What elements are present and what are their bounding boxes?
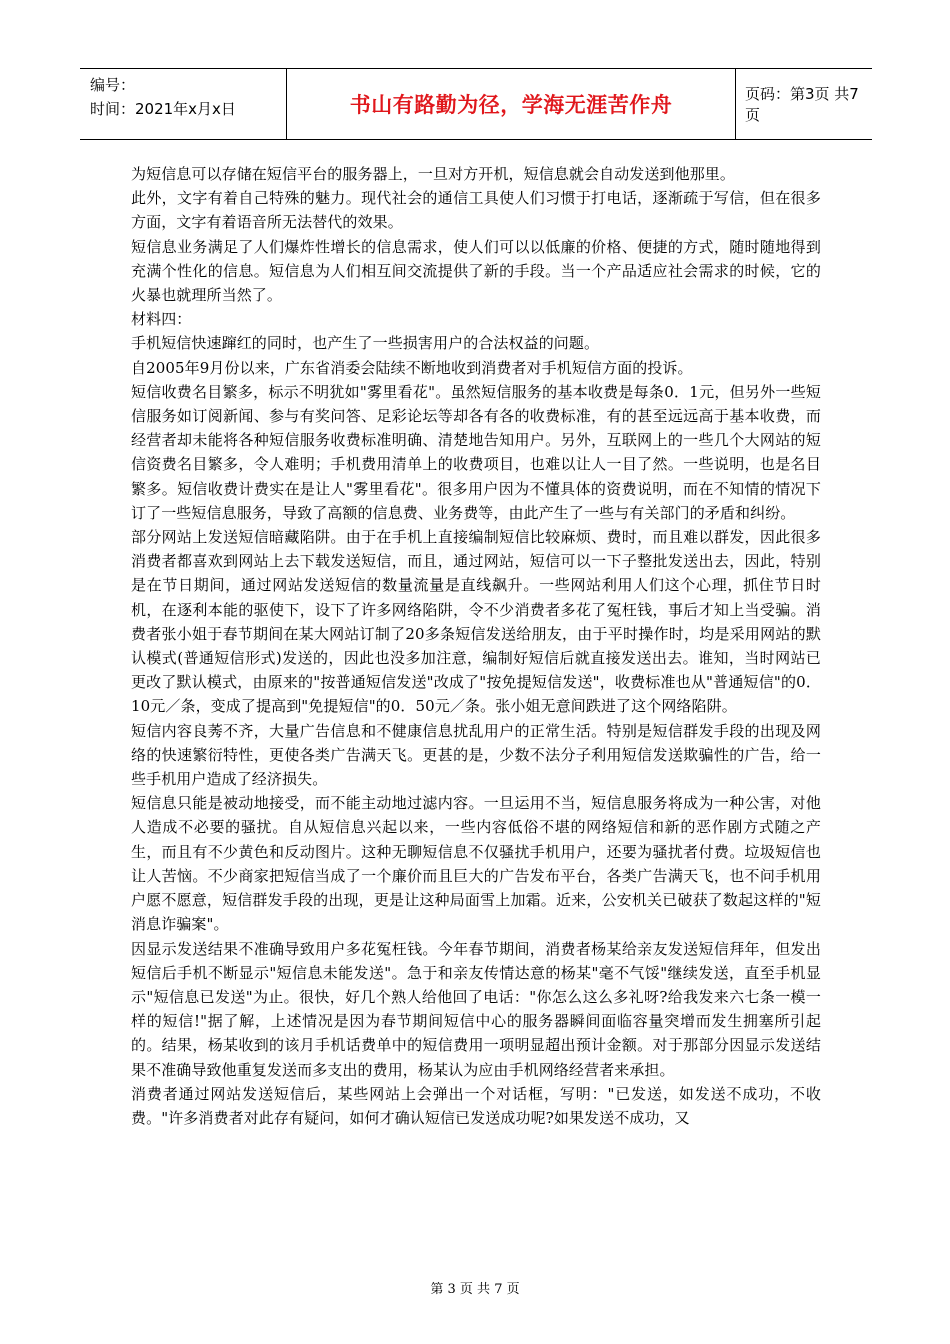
document-body <box>131 162 821 1130</box>
page-info-label: 页码：第3页 共7页 <box>745 85 859 124</box>
paragraph: 手机短信快速蹿红的同时，也产生了一些损害用户的合法权益的问题。 <box>131 334 600 353</box>
paragraph: 短信收费名目繁多，标示不明犹如"雾里看花"。虽然短信服务的基本收费是每条0．1元，但另外一些短信服务如订阅新闻、参与有奖问答、足彩论坛等却各有各的收费标准，有的甚至远远高于基本收费，而经营者却未能将各种短信服务收费标准明确、清楚地告知用户。另外，互联网上的一些几个大网站的短信资费名目繁多，令人难明；手机费用清单上的收费项目，也难以让人一目了然。一些说明，也是名目繁多。短信收费计费实在是让人"雾里看花"。很多用户因为不懂具体的资费说明，而在不知情的情况下订了一些短信息服务，导致了高额的信息费、业务费等，由此产生了一些与有关部门的矛盾和纠纷。 <box>131 382 821 522</box>
paragraph: 短信内容良莠不齐，大量广告信息和不健康信息扰乱用户的正常生活。特别是短信群发手段的出现及网络的快速繁衍特性，更使各类广告满天飞。更甚的是，少数不法分子利用短信发送欺骗性的广告，给一些手机用户造成了经济损失。 <box>131 721 821 789</box>
section-heading: 材料四： <box>131 310 192 329</box>
page-header <box>80 68 872 140</box>
paragraph: 此外，文字有着自己特殊的魅力。现代社会的通信工具使人们习惯于打电话，逐渐疏于写信，但在很多方面，文字有着语音所无法替代的效果。 <box>131 189 821 232</box>
header-motto: 书山有路勤为径，学海无涯苦作舟 <box>349 93 673 117</box>
paragraph: 因显示发送结果不准确导致用户多花冤枉钱。今年春节期间，消费者杨某给亲友发送短信拜年，但发出短信后手机不断显示"短信息未能发送"。急于和亲友传情达意的杨某"毫不气馁"继续发送，直至手机显示"短信息已发送"为止。很快，好几个熟人给他回了电话："你怎么这么多礼呀?给我发来六七条一模一样的短信!"据了解，上述情况是因为春节期间短信中心的服务器瞬间面临容量突增而发生拥塞所引起的。结果，杨某收到的该月手机话费单中的短信费用一项明显超出预计金额。对于那部分因显示发送结果不准确导致他重复发送而多支出的费用，杨某认为应由手机网络经营者来承担。 <box>131 939 821 1079</box>
header-motto-cell <box>286 69 736 139</box>
header-meta <box>90 73 286 121</box>
paragraph: 短信息业务满足了人们爆炸性增长的信息需求，使人们可以以低廉的价格、便捷的方式，随时随地得到充满个性化的信息。短信息为人们相互间交流提供了新的手段。当一个产品适应社会需求的时候，它的火暴也就理所当然了。 <box>131 237 821 305</box>
paragraph: 为短信息可以存储在短信平台的服务器上，一旦对方开机，短信息就会自动发送到他那里。 <box>131 165 736 183</box>
page-footer: 第 3 页 共 7 页 <box>430 1282 520 1297</box>
number-label: 编号： <box>90 76 136 94</box>
paragraph: 消费者通过网站发送短信后，某些网站上会弹出一个对话框，写明："已发送，如发送不成功，不收费。"许多消费者对此存有疑问，如何才确认短信已发送成功呢?如果发送不成功，又 <box>131 1084 821 1127</box>
paragraph: 部分网站上发送短信暗藏陷阱。由于在手机上直接编制短信比较麻烦、费时，而且难以群发，因此很多消费者都喜欢到网站上去下载发送短信，而且，通过网站，短信可以一下子整批发送出去，因此，特别是在节日期间，通过网站发送短信的数量流量是直线飙升。一些网站利用人们这个心理，抓住节日时机，在逐利本能的驱使下，设下了许多网络陷阱，令不少消费者多花了冤枉钱，事后才知上当受骗。消费者张小姐于春节期间在某大网站订制了20多条短信发送给朋友，由于平时操作时，均是采用网站的默认模式(普通短信形式)发送的，因此也没多加注意，编制好短信后就直接发送出去。谁知，当时网站已更改了默认模式，由原来的"按普通短信发送"改成了"按免提短信发送"，收费标准也从"普通短信"的0．10元／条，变成了提高到"免提短信"的0．50元／条。张小姐无意间跌进了这个网络陷阱。 <box>131 528 821 716</box>
paragraph: 短信息只能是被动地接受，而不能主动地过滤内容。一旦运用不当，短信息服务将成为一种公害，对他人造成不必要的骚扰。自从短信息兴起以来，一些内容低俗不堪的网络短信和新的恶作剧方式随之产生，而且有不少黄色和反动图片。这种无聊短信息不仅骚扰手机用户，还要为骚扰者付费。垃圾短信也让人苦恼。不少商家把短信当成了一个廉价而且巨大的广告发布平台，各类广告满天飞，也不问手机用户愿不愿意，短信群发手段的出现，更是让这种局面雪上加霜。近来，公安机关已破获了数起这样的"短消息诈骗案"。 <box>131 794 821 934</box>
time-label: 时间：2021年x月x日 <box>90 100 236 118</box>
header-page-info <box>745 69 872 139</box>
paragraph: 自2005年9月份以来，广东省消委会陆续不断地收到消费者对手机短信方面的投诉。 <box>131 358 693 377</box>
